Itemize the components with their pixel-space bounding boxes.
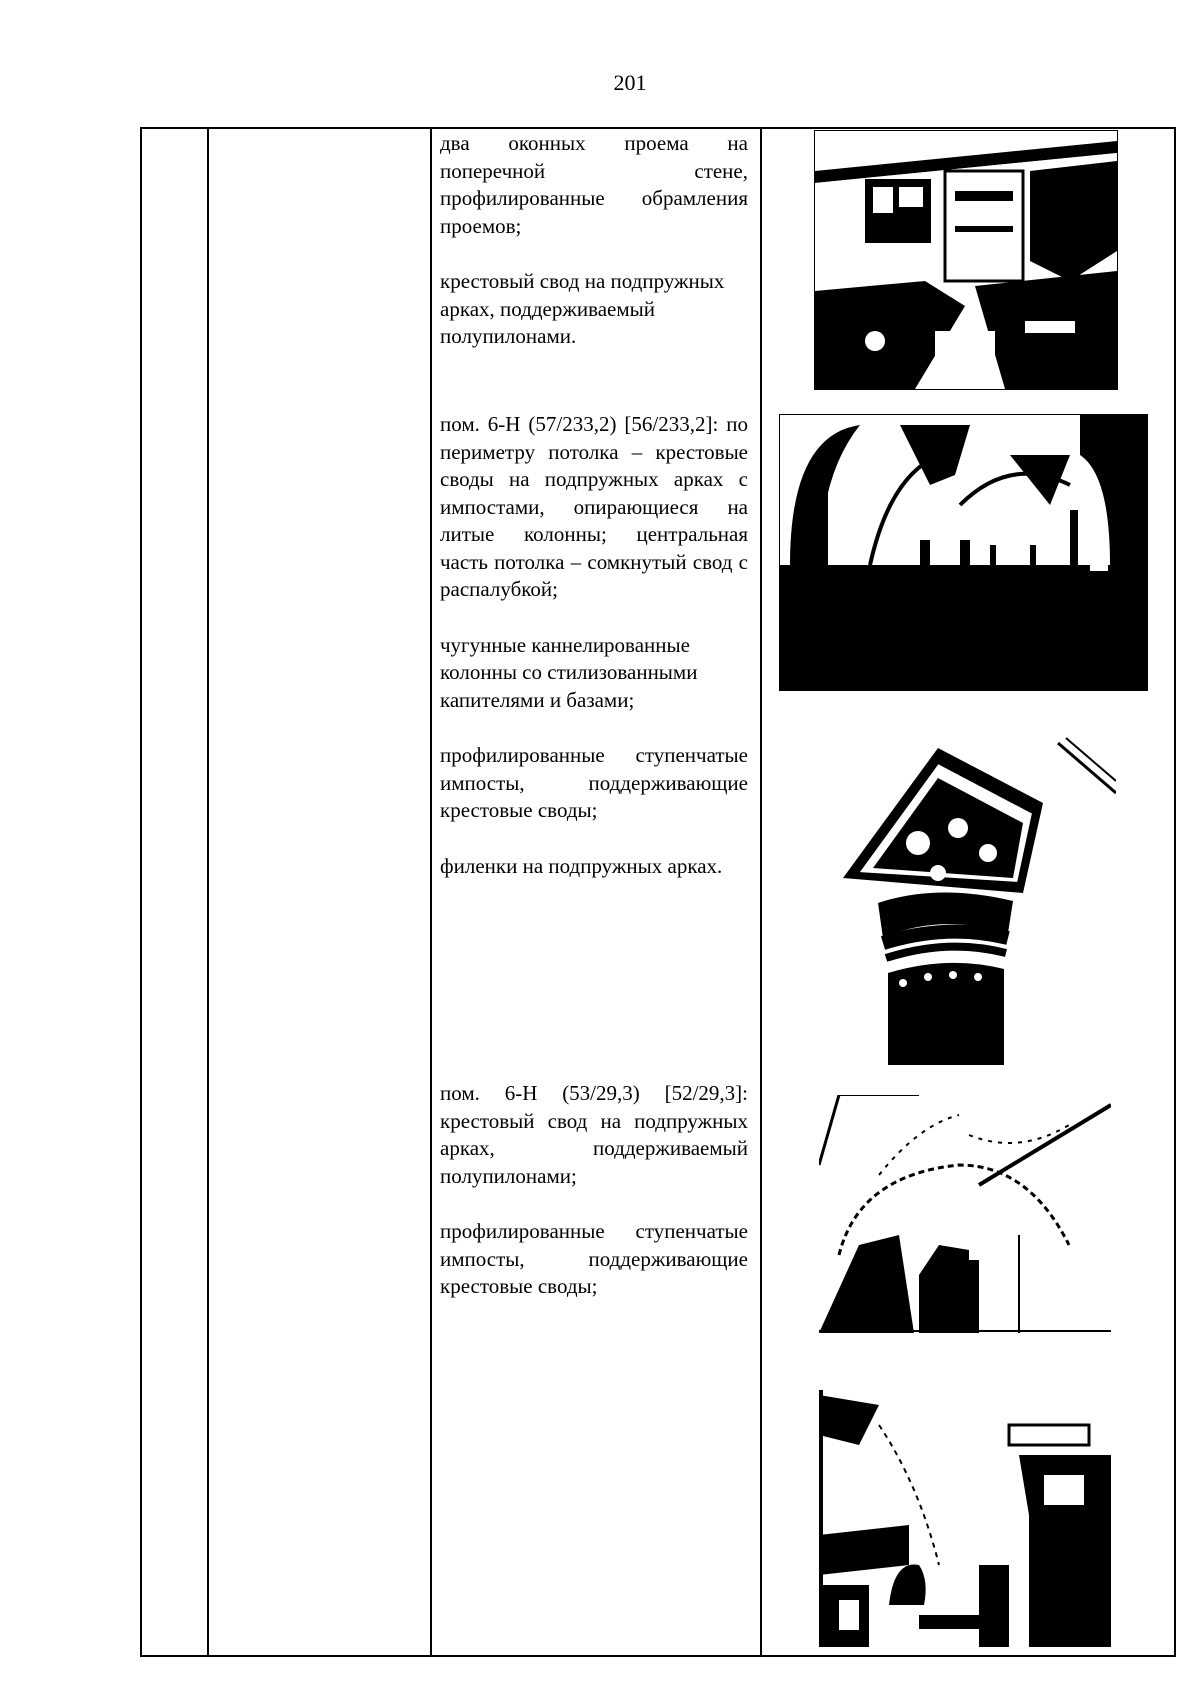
interior-photo-windows (814, 130, 1118, 390)
cross-vault-photo (819, 1095, 1111, 1333)
column-capital-photo (838, 733, 1116, 1065)
description-paragraph: чугунные каннелированные колонны со стилизованными капителями и базами; (440, 632, 698, 712)
description-paragraph: филенки на подпружных арках. (440, 853, 723, 878)
description-block-2 (440, 411, 748, 880)
description-block-3 (440, 1080, 748, 1301)
description-block-1 (440, 130, 748, 351)
column-divider-2 (430, 129, 432, 1655)
column-divider-1 (207, 129, 209, 1655)
page-number: 201 (613, 70, 647, 95)
description-paragraph: крестовый свод на подпружных арках, поддерживаемый полупилонами. (440, 269, 725, 348)
column-divider-3 (760, 129, 762, 1655)
description-paragraph: два оконных проема на поперечной стене, профилированные обрамления проемов; (440, 131, 748, 238)
vault-imposts-photo (819, 1365, 1111, 1647)
description-paragraph: пом. 6-Н (53/29,3) [52/29,3]: крестовый свод на подпружных арках, поддерживаемый полупилонами; (440, 1081, 748, 1188)
description-paragraph: профилированные ступенчатые импосты, поддерживающие крестовые своды; (440, 1219, 748, 1298)
description-paragraph: профилированные ступенчатые импосты, поддерживающие крестовые своды; (440, 743, 748, 822)
hall-vaults-photo (779, 414, 1148, 691)
description-paragraph: пом. 6-Н (57/233,2) [56/233,2]: по периметру потолка – крестовые своды на подпружных арках с импостами, опирающиеся на литые колонны; центральная часть потолка – сомкнутый свод с распалубкой; (440, 412, 748, 601)
